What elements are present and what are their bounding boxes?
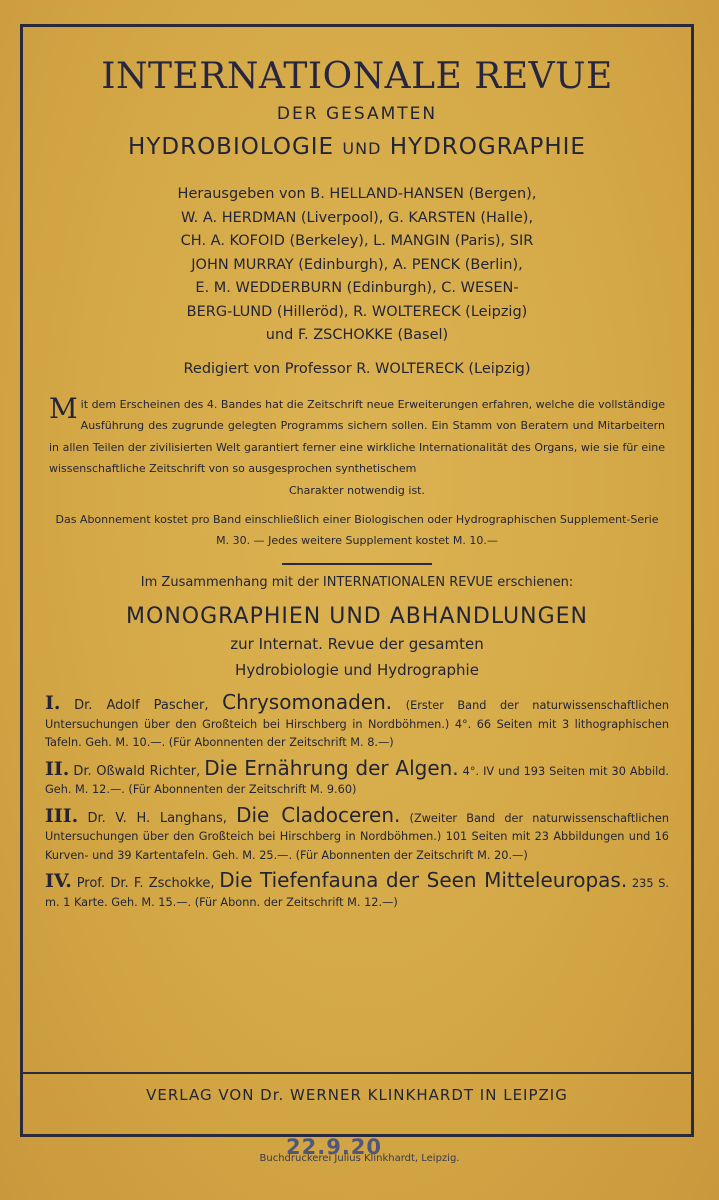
monograph-entry	[45, 755, 670, 800]
intro-paragraph	[49, 391, 665, 502]
footer-divider	[23, 1072, 691, 1074]
redigiert-line: Redigiert von Professor R. WOLTERECK (Leipzig)	[183, 360, 531, 377]
border-frame	[20, 24, 694, 1137]
journal-title: INTERNATIONALE REVUE	[101, 56, 613, 97]
monographien-subtitle-1: zur Internat. Revue der gesamten	[230, 635, 484, 653]
intro-text: it dem Erscheinen des 4. Bandes hat die Zeitschrift neue Erweiterungen erfahren, welche die vollständige Ausführung des zugrunde gelegten Programms sichern sollen. Ein Stamm von Beratern und Mitarbeitern in allen Teilen der zivilisierten Welt garantiert ferner eine wirkliche Internationalität des Organs, wie sie für eine wissenschaftliche Zeitschrift von so ausgesprochen synthetischem	[49, 397, 665, 475]
date-stamp: 22.9.20	[286, 1135, 383, 1159]
subject-hydrobiologie: HYDROBIOLOGIE	[128, 134, 335, 160]
entry-number: IV.	[45, 870, 72, 892]
entry-details: (Zweiter Band der naturwissenschaftlichen Untersuchungen über den Großteich bei Hirschberg in Nordböhmen.) 101 Seiten mit 23 Abbildungen und 16 Kurven- und 39 Kartentafeln. Geh. M. 25.—. (Für Abonnenten der Zeitschrift M. 20.—)	[45, 811, 670, 862]
abonnement-paragraph: Das Abonnement kostet pro Band einschließlich einer Biologischen oder Hydrographischen Supplement-Serie M. 30. — Jedes weitere Supplement kostet M. 10.—	[55, 513, 659, 547]
entry-title: Die Tiefenfauna der Seen Mitteleuropas.	[219, 868, 628, 892]
editors-line: BERG-LUND (Hilleröd), R. WOLTERECK (Leipzig)	[186, 303, 528, 320]
editors-line: Herausgeben von B. HELLAND-HANSEN (Bergen),	[177, 186, 537, 202]
entry-author: Dr. V. H. Langhans,	[87, 810, 227, 826]
drop-cap: M	[49, 391, 78, 425]
entry-number: I.	[45, 692, 61, 714]
entry-details: 235 S. m. 1 Karte. Geh. M. 15.—. (Für Abonn. der Zeitschrift M. 12.—)	[45, 877, 670, 909]
monographien-title: MONOGRAPHIEN UND ABHANDLUNGEN	[126, 604, 588, 629]
entry-author: Prof. Dr. F. Zschokke,	[76, 876, 215, 891]
editors-line: E. M. WEDDERBURN (Edinburgh), C. WESEN-	[195, 280, 519, 296]
editors-line: CH. A. KOFOID (Berkeley), L. MANGIN (Paris), SIR	[180, 233, 534, 249]
zusammenhang-line: Im Zusammenhang mit der INTERNATIONALEN REVUE erschienen:	[140, 575, 574, 590]
journal-subject	[23, 133, 691, 163]
entry-author: Dr. Oßwald Richter,	[73, 763, 201, 779]
printer-line: Buchdruckerei Julius Klinkhardt, Leipzig.	[259, 1153, 460, 1164]
entry-details: 4°. IV und 193 Seiten mit 30 Abbild. Geh. M. 12.—. (Für Abonnenten der Zeitschrift M. 9.60)	[45, 764, 670, 796]
subject-und: UND	[342, 139, 382, 158]
entry-author: Dr. Adolf Pascher,	[74, 698, 209, 713]
intro-last-line: Charakter notwendig ist.	[289, 483, 425, 497]
monograph-entry	[45, 802, 670, 866]
entry-details: (Erster Band der naturwissenschaftlichen Untersuchungen über den Großteich bei Hirschberg in Nordböhmen.) 4°. 66 Seiten mit 3 lithographischen Tafeln. Geh. M. 10.—. (Für Abonnenten der Zeitschrift M. 8.—)	[45, 699, 670, 749]
journal-subtitle: DER GESAMTEN	[276, 104, 438, 124]
divider	[282, 563, 432, 565]
editors-list	[23, 183, 691, 348]
editors-line: und F. ZSCHOKKE (Basel)	[265, 327, 449, 343]
monographs-list	[45, 690, 670, 912]
editors-line: W. A. HERDMAN (Liverpool), G. KARSTEN (Halle),	[180, 209, 534, 226]
monographien-subtitle-2: Hydrobiologie und Hydrographie	[235, 661, 479, 679]
entry-title: Chrysomonaden.	[222, 690, 393, 714]
entry-number: II.	[45, 757, 70, 780]
monograph-entry	[45, 868, 670, 912]
monograph-entry	[45, 690, 670, 753]
entry-number: III.	[45, 804, 79, 827]
subject-hydrographie: HYDROGRAPHIE	[389, 134, 586, 160]
entry-title: Die Ernährung der Algen.	[204, 755, 459, 780]
entry-title: Die Cladoceren.	[236, 802, 401, 827]
publisher-line: VERLAG VON Dr. WERNER KLINKHARDT IN LEIPZIG	[146, 1086, 568, 1104]
editors-line: JOHN MURRAY (Edinburgh), A. PENCK (Berlin),	[191, 256, 523, 273]
